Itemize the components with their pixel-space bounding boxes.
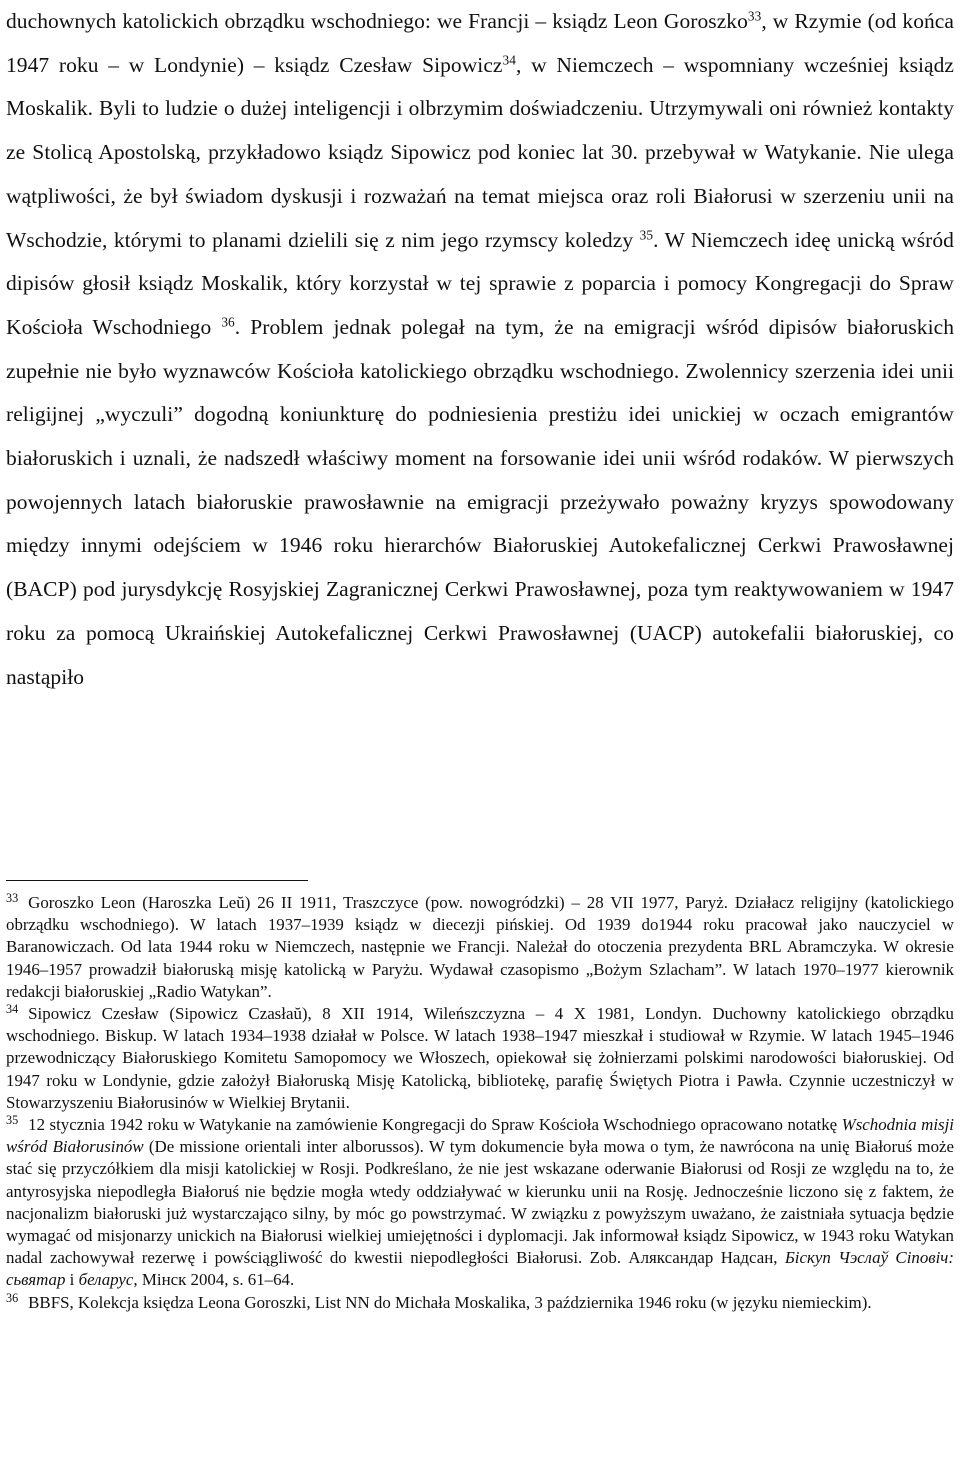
footnote-number: 33 <box>6 890 19 905</box>
body-text-segment: , w Niemczech – wspomniany wcześniej ksiądz Moskalik. Byli to ludzie o dużej inteligencji i olbrzymim doświadczeniu. Utrzymywali oni również kontakty ze Stolicą Apostolską, przykładowo ksiądz Sipowicz pod koniec lat 30. przebywał w Watykanie. Nie ulega wątpliwości, że był świadom dyskusji i rozważań na temat miejsca oraz roli Białorusi w szerzeniu unii na Wschodzie, którymi to planami dzielili się z nim jego rzymscy koledzy <box>6 52 954 252</box>
footnote-text: Goroszko Leon (Haroszka Leŭ) 26 II 1911, Traszczyce (pow. nowogródzki) – 28 VII 1977, Paryż. Działacz religijny (katolickiego obrządku wschodniego). W latach 1937–1939 ksiądz w diecezji pińskiej. Od 1939 do1944 roku pracował jako nauczyciel w Baranowiczach. Od lata 1944 roku w Niemczech, następnie we Francji. Należał do otoczenia prezydenta BRL Abramczyka. W okresie 1946–1957 prowadził białoruską misję katolicką w Paryżu. Wydawał czasopismo „Bożym Szlacham”. W latach 1970–1977 kierownik redakcji białoruskiej „Radio Watykan”. <box>6 893 954 1001</box>
footnote-text: BBFS, Kolekcja księdza Leona Goroszki, List NN do Michała Moskalika, 3 października 1946 roku (w języku niemieckim). <box>28 1292 872 1312</box>
footnote-title-italic: Wschodnia misji wśród Białorusinów <box>6 1115 954 1157</box>
footnote-text: Sipowicz Czesław (Sipowicz Czasłaŭ), 8 XII 1914, Wileńszczyzna – 4 X 1981, Londyn. Duchowny katolickiego obrządku wschodniego. Biskup. W latach 1934–1938 działał w Polsce. W latach 1938–1947 mieszkał i studiował w Rzymie. W latach 1945–1946 przewodniczący Białoruskiego Komitetu Samopomocy we Włoszech, opiekował się żołnierzami polskimi narodowości białoruskiej. Od 1947 roku w Londynie, gdzie założył Białoruską Misję Katolicką, bibliotekę, parafię Świętych Piotra i Pawła. Czynnie uczestniczył w Stowarzyszeniu Białorusinów w Wielkiej Brytanii. <box>6 1004 954 1112</box>
footnote-text: , Мінск 2004, s. 61–64. <box>133 1270 295 1290</box>
footnote-separator <box>6 880 308 881</box>
main-paragraph <box>6 0 954 699</box>
footnote-number: 35 <box>6 1112 19 1127</box>
footnote-number: 34 <box>6 1001 19 1016</box>
footnote-ref-35[interactable]: 35 <box>639 227 654 243</box>
footnote-ref-34[interactable]: 34 <box>502 52 516 68</box>
footnote-title-italic: беларус <box>78 1270 134 1290</box>
footnote-title-italic: Біскуп Чэслаў Сіповіч: сьвятар <box>6 1248 954 1290</box>
footnote-number: 36 <box>6 1290 19 1305</box>
body-text-segment: . Problem jednak polegał na tym, że na emigracji wśród dipisów białoruskich zupełnie nie było wyznawców Kościoła katolickiego obrządku wschodniego. Zwolennicy szerzenia idei unii religijnej „wyczuli” dogodną koniunkturę do podniesienia prestiżu idei unickiej w oczach emigrantów białoruskich i uznali, że nadszedł właściwy moment na forsowanie idei unii wśród rodaków. W pierwszych powojennych latach białoruskie prawosławnie na emigracji przeżywało poważny kryzys spowodowany między innymi odejściem w 1946 roku hierarchów Białoruskiej Autokefalicznej Cerkwi Prawosławnej (BACP) pod jurysdykcję Rosyjskiej Zagranicznej Cerkwi Prawosławnej, poza tym reaktywowaniem w 1947 roku za pomocą Ukraińskiej Autokefalicznej Cerkwi Prawosławnej (UACP) autokefalii białoruskiej, co nastąpiło <box>6 314 954 689</box>
footnote-ref-36[interactable]: 36 <box>221 314 235 330</box>
footnote-34 <box>6 1003 954 1114</box>
body-text-segment: . W Niemczech ideę unicką wśród dipisów głosił ksiądz Moskalik, który korzystał w tej sprawie z poparcia i pomocy Kongregacji do Spraw Kościoła Wschodniego <box>6 227 954 339</box>
footnote-33 <box>6 892 954 1003</box>
footnote-36 <box>6 1292 954 1314</box>
footnote-35 <box>6 1114 954 1292</box>
document-page <box>6 0 955 1312</box>
body-text-segment: duchownych katolickich obrządku wschodniego: we Francji – ksiądz Leon Goroszko <box>6 9 748 33</box>
footnote-ref-33[interactable]: 33 <box>747 8 762 24</box>
footnote-text: (De missione orientali inter alborussos). W tym dokumencie była mowa o tym, że nawrócona na unię Białoruś może stać się przyczółkiem dla misji katolickiej w Rosji. Podkreślano, że nie jest wskazane oderwanie Białorusi od Rosji ze względu na to, że antyrosyjska niepodległa Białoruś nie będzie mogła wtedy oddziaływać w kierunku unii na Rosję. Jednocześnie liczono się z faktem, że nacjonalizm białoruski już wystarczająco silny, by móc go powstrzymać. W związku z powyższym uważano, że zaistniała sytuacja będzie wymagać od misjonarzy unickich na Białorusi wielkiej umiejętności i dyplomacji. Jak informował ksiądz Sipowicz, w 1943 roku Watykan nadal zachowywał rezerwę i powściągliwość do kwestii niepodległości Białorusi. Zob. Аляксандар Надсан, <box>6 1137 955 1268</box>
footnote-text: 12 stycznia 1942 roku w Watykanie na zamówienie Kongregacji do Spraw Kościoła Wschodniego opracowano notatkę <box>28 1115 842 1135</box>
footnote-text: і <box>65 1270 79 1290</box>
body-text-segment: , w Rzymie (od końca 1947 roku – w Londynie) – ksiądz Czesław Sipowicz <box>6 9 954 77</box>
footnotes-section <box>6 892 954 1314</box>
